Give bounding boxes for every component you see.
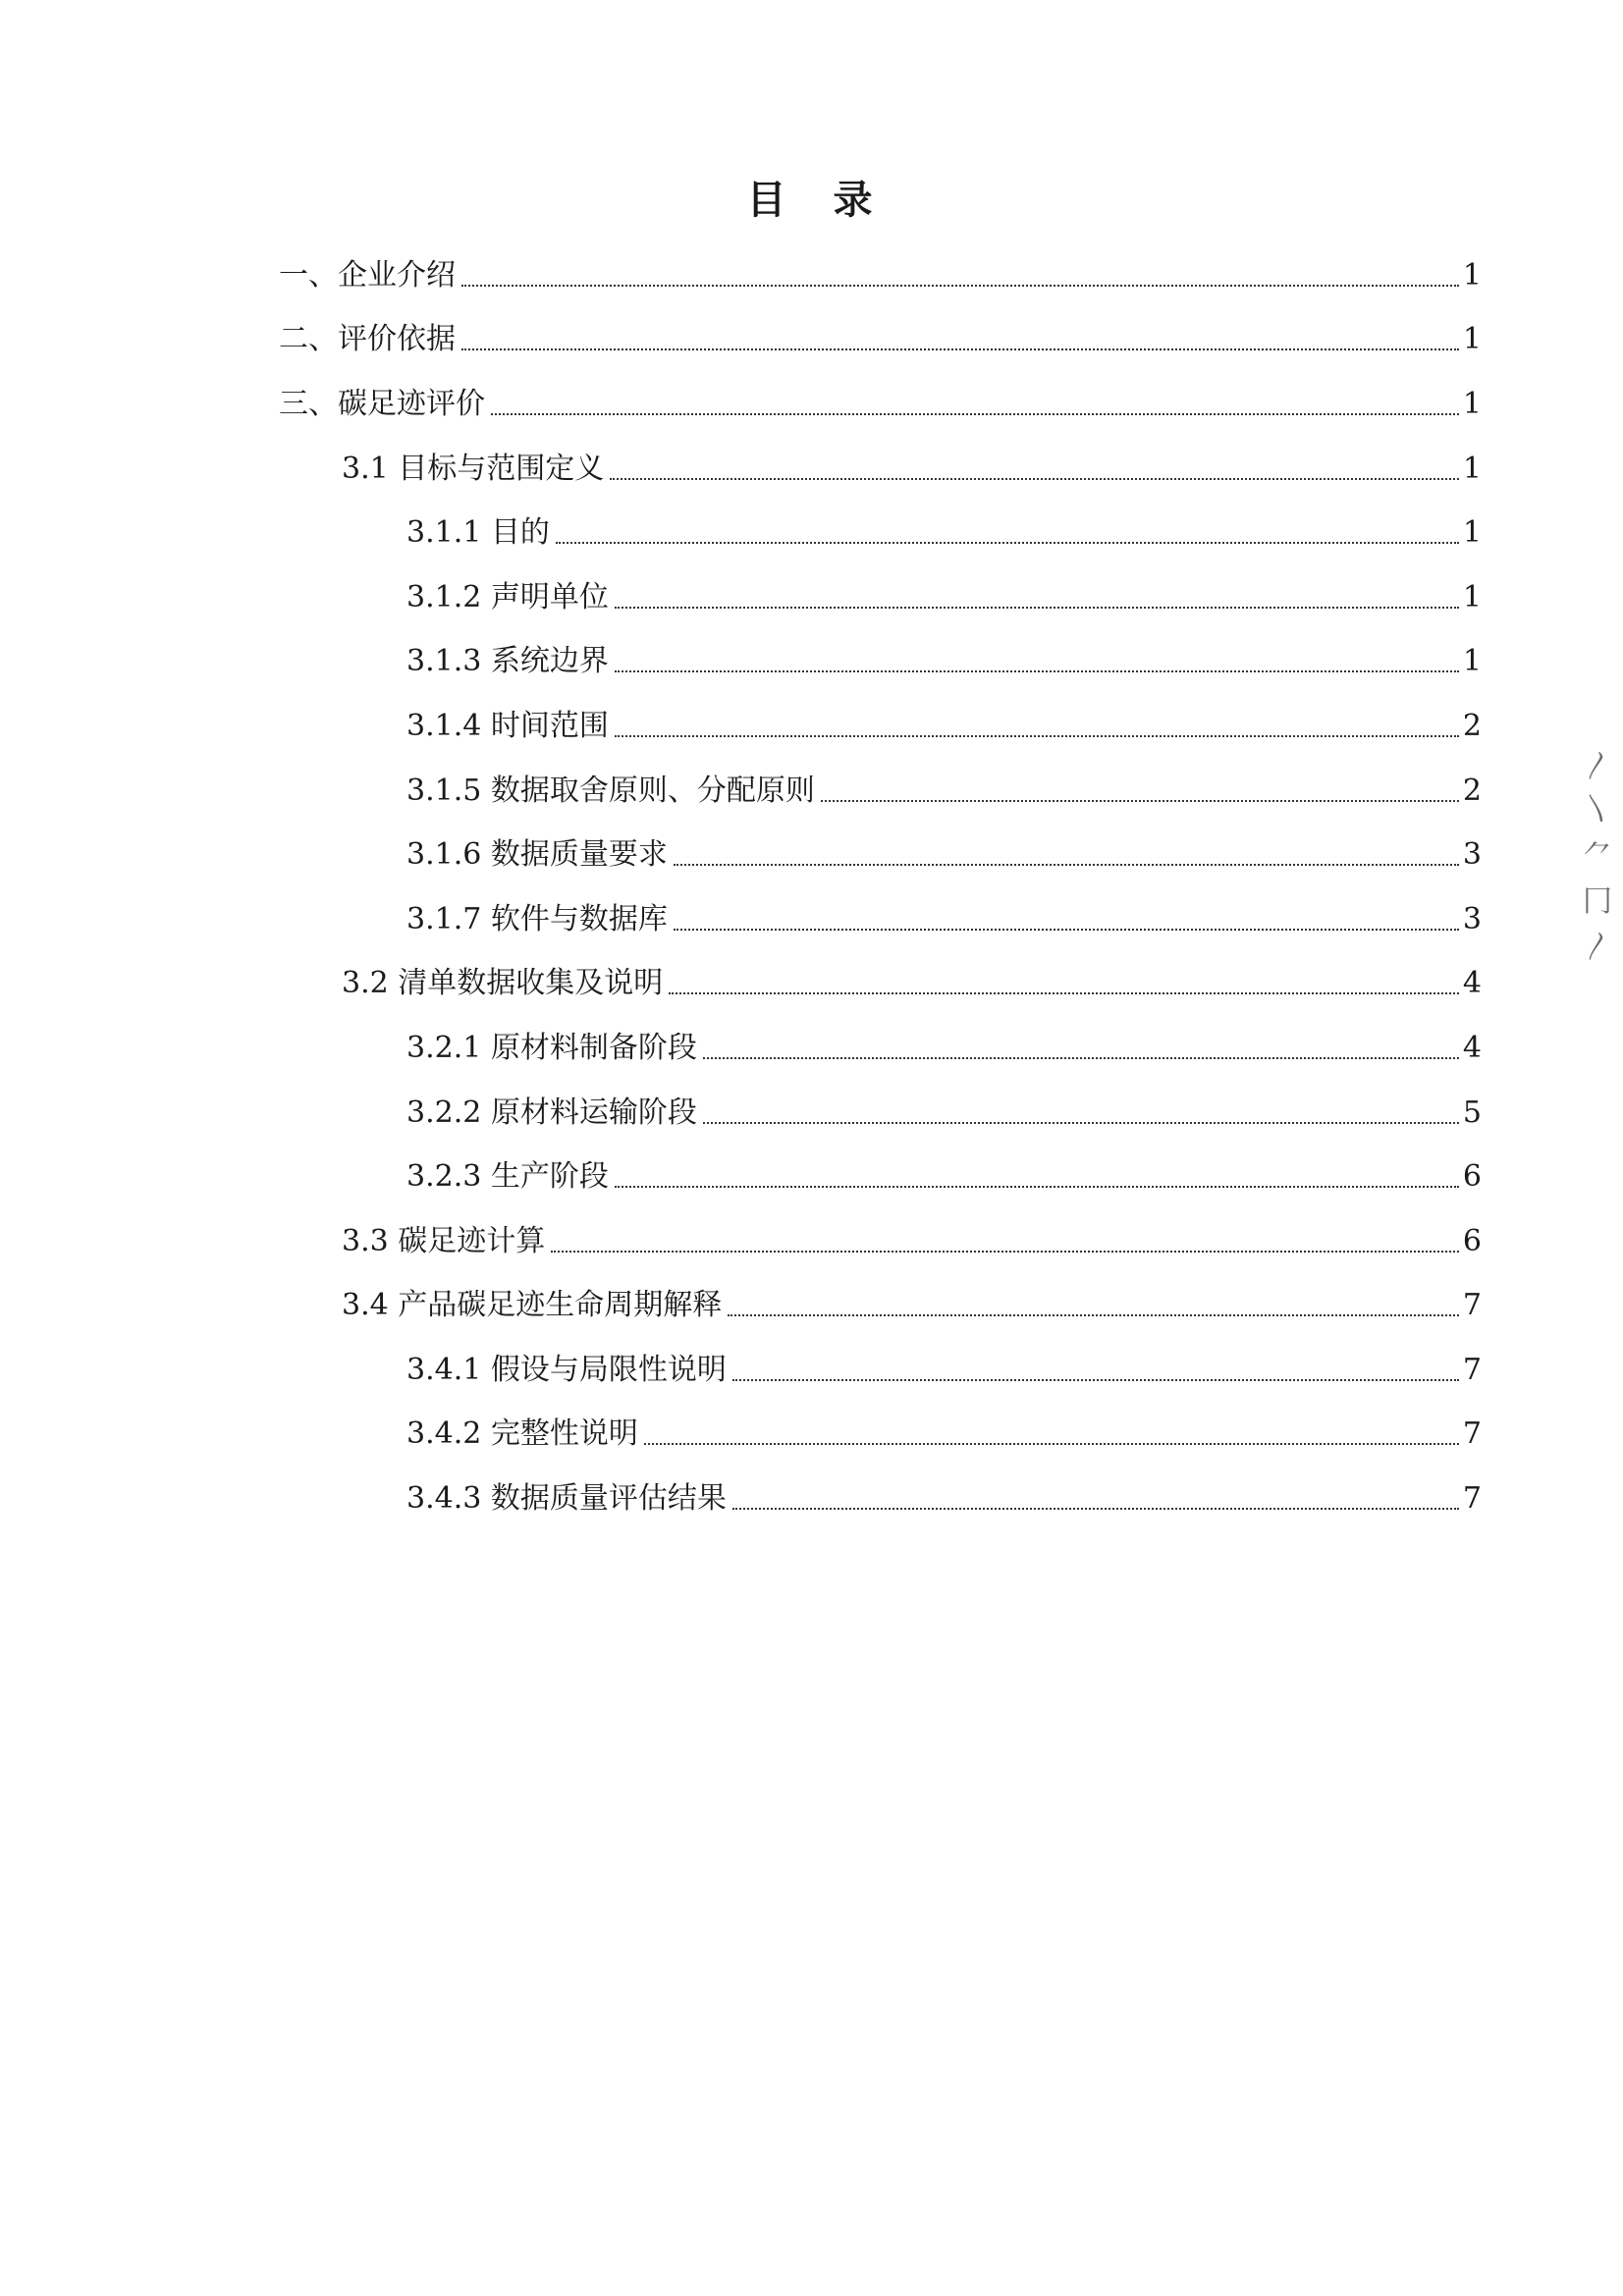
- toc-entry-page-number: 7: [1462, 1416, 1482, 1452]
- toc-entry[interactable]: [279, 501, 1482, 565]
- toc-entry-page-number: 1: [1462, 451, 1482, 486]
- toc-dot-leader: [556, 542, 1459, 544]
- toc-entry-label: 3.1.4 时间范围: [406, 708, 609, 743]
- toc-entry-label: 一、企业介绍: [279, 257, 456, 293]
- toc-entry-label: 3.4.2 完整性说明: [406, 1416, 638, 1452]
- toc-entry-label: 3.2.1 原材料制备阶段: [406, 1030, 697, 1065]
- toc-dot-leader: [821, 800, 1459, 802]
- toc-entry[interactable]: [279, 1016, 1482, 1081]
- toc-entry-page-number: 6: [1462, 1159, 1482, 1195]
- toc-dot-leader: [728, 1314, 1459, 1316]
- toc-entry-page-number: 4: [1462, 966, 1482, 1001]
- toc-dot-leader: [669, 992, 1459, 994]
- toc-entry-label: 3.1.6 数据质量要求: [406, 837, 668, 873]
- toc-entry-label: 3.2.2 原材料运输阶段: [406, 1095, 697, 1130]
- toc-entry-label: 二、评价依据: [279, 322, 456, 357]
- toc-entry[interactable]: [279, 1338, 1482, 1403]
- toc-entry-label: 3.3 碳足迹计算: [342, 1223, 546, 1258]
- toc-dot-leader: [551, 1251, 1459, 1253]
- toc-entry-page-number: 6: [1462, 1223, 1482, 1258]
- toc-entry-label: 3.1.7 软件与数据库: [406, 901, 668, 936]
- toc-dot-leader: [615, 670, 1459, 672]
- toc-entry[interactable]: [279, 1274, 1482, 1339]
- toc-dot-leader: [703, 1057, 1459, 1059]
- toc-entry-page-number: 1: [1462, 257, 1482, 293]
- toc-dot-leader: [732, 1508, 1459, 1510]
- toc-entry-page-number: 2: [1462, 773, 1482, 808]
- toc-dot-leader: [615, 735, 1459, 737]
- toc-entry-label: 3.1.3 系统边界: [406, 644, 609, 679]
- toc-entry-page-number: 1: [1462, 579, 1482, 614]
- toc-dot-leader: [461, 285, 1459, 287]
- toc-dot-leader: [732, 1379, 1459, 1381]
- toc-dot-leader: [491, 413, 1459, 415]
- toc-entry[interactable]: [279, 694, 1482, 759]
- toc-entry-label: 3.1.2 声明单位: [406, 579, 609, 614]
- toc-entry-label: 3.1.1 目的: [406, 515, 550, 551]
- toc-entry-page-number: 1: [1462, 515, 1482, 551]
- toc-entry[interactable]: [279, 759, 1482, 824]
- toc-dot-leader: [461, 348, 1459, 350]
- toc-entry-label: 3.1 目标与范围定义: [342, 451, 605, 486]
- toc-entry-page-number: 5: [1462, 1095, 1482, 1130]
- toc-entry-label: 3.2 清单数据收集及说明: [342, 966, 664, 1001]
- toc-entry-page-number: 1: [1462, 644, 1482, 679]
- toc-dot-leader: [610, 478, 1459, 480]
- toc-entry-page-number: 7: [1462, 1481, 1482, 1517]
- toc-entry[interactable]: [279, 1209, 1482, 1274]
- toc-entry-label: 三、碳足迹评价: [279, 386, 485, 421]
- toc-dot-leader: [615, 1186, 1459, 1188]
- toc-dot-leader: [615, 607, 1459, 609]
- toc-dot-leader: [644, 1443, 1459, 1445]
- toc-entry-page-number: 2: [1462, 708, 1482, 743]
- toc-entry[interactable]: [279, 823, 1482, 887]
- toc-dot-leader: [674, 929, 1459, 931]
- toc-entry-page-number: 7: [1462, 1288, 1482, 1323]
- toc-entry[interactable]: [279, 1145, 1482, 1209]
- toc-entry[interactable]: [279, 1081, 1482, 1146]
- toc-entry-label: 3.4.3 数据质量评估结果: [406, 1481, 727, 1517]
- toc-entry-page-number: 3: [1462, 837, 1482, 873]
- toc-entry[interactable]: [279, 1467, 1482, 1531]
- toc-entry[interactable]: [279, 372, 1482, 437]
- toc-dot-leader: [703, 1122, 1459, 1124]
- toc-entry[interactable]: [279, 308, 1482, 373]
- toc-entry[interactable]: [279, 437, 1482, 502]
- toc-entry-label: 3.2.3 生产阶段: [406, 1159, 609, 1195]
- toc-list: [279, 243, 1482, 1531]
- toc-entry-page-number: 1: [1462, 386, 1482, 421]
- toc-entry[interactable]: [279, 565, 1482, 630]
- toc-title: 目 录: [746, 177, 877, 223]
- toc-entry[interactable]: [279, 952, 1482, 1017]
- toc-entry-page-number: 3: [1462, 901, 1482, 936]
- toc-entry-page-number: 7: [1462, 1352, 1482, 1387]
- toc-entry-page-number: 4: [1462, 1030, 1482, 1065]
- seal-stamp-fragment: 〳 〵 ⺈ 冂 〳: [1583, 749, 1612, 964]
- toc-dot-leader: [674, 864, 1459, 866]
- toc-entry[interactable]: [279, 1403, 1482, 1468]
- toc-entry-page-number: 1: [1462, 322, 1482, 357]
- toc-entry[interactable]: [279, 630, 1482, 695]
- toc-entry[interactable]: [279, 887, 1482, 952]
- toc-entry[interactable]: [279, 243, 1482, 308]
- toc-entry-label: 3.4.1 假设与局限性说明: [406, 1352, 727, 1387]
- toc-entry-label: 3.1.5 数据取舍原则、分配原则: [406, 773, 815, 808]
- toc-entry-label: 3.4 产品碳足迹生命周期解释: [342, 1288, 723, 1323]
